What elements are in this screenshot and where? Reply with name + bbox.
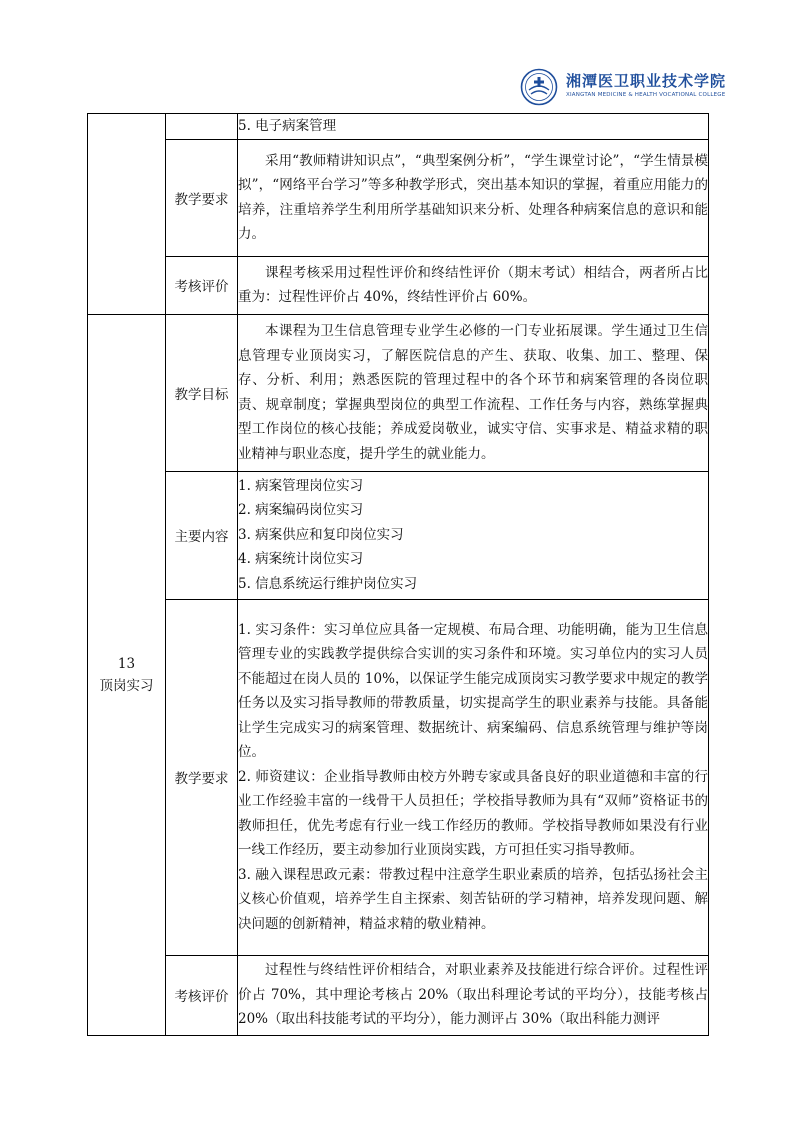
course-name: 顶岗实习 xyxy=(99,677,154,694)
prev-assessment-text xyxy=(238,256,709,314)
content-item: 3. 病案供应和复印岗位实习 xyxy=(238,526,404,543)
prev-course-number-cell xyxy=(88,114,166,315)
content-item: 2. 病案编码岗位实习 xyxy=(238,502,364,519)
assessment-text xyxy=(238,955,709,1035)
objectives-label: 教学目标 xyxy=(166,314,238,471)
page-header xyxy=(520,68,727,108)
teaching-req-para-1: 1. 实习条件：实习单位应具备一定规模、布局合理、功能明确，能为卫生信息管理专业的实践教学提供综合实训的实习条件和环境。实习单位内的实习人员不能超过在岗人员的 10%，以保证学生能完成顶岗实习教学要求中规定的教学任务以及实习指导教师的带教质量，切实提高学生的职业素养与技能。具备能让学生完成实习的病案管理、数据统计、病案编码、信息系统管理与维护等岗位。 xyxy=(238,621,708,761)
content-item: 5. 信息系统运行维护岗位实习 xyxy=(238,575,418,592)
prev-course-content-item: 5. 电子病案管理 xyxy=(238,114,709,140)
prev-teaching-req-text xyxy=(238,139,709,256)
teaching-req-label: 教学要求 xyxy=(166,599,238,955)
objectives-para: 本课程为卫生信息管理专业学生必修的一门专业拓展课。学生通过卫生信息管理专业顶岗实习，了解医院信息的产生、获取、收集、加工、整理、保存、分析、利用；熟悉医院的管理过程中的各个环节和病案管理的各岗位职责、规章制度；掌握典型岗位的典型工作流程、工作任务与内容，熟练掌握典型工作岗位的核心技能；养成爱岗敬业，诚实守信、实事求是、精益求精的职业精神与职业态度，提升学生的就业能力。 xyxy=(238,323,708,462)
prev-assessment-para: 课程考核采用过程性评价和终结性评价（期末考试）相结合，两者所占比重为：过程性评价占 40%，终结性评价占 60%。 xyxy=(238,264,708,305)
prev-teaching-req-para: 采用“教师精讲知识点”，“典型案例分析”，“学生课堂讨论”，“学生情景模拟”，“网络平台学习”等多种教学形式，突出基本知识的掌握，着重应用能力的培养，注重培养学生利用所学基础知识来分析、处理各种病案信息的意识和能力。 xyxy=(238,152,708,242)
curriculum-table xyxy=(87,113,709,1036)
content-list xyxy=(238,471,709,599)
course-number: 13 xyxy=(117,655,136,672)
prev-teaching-req-label: 教学要求 xyxy=(166,139,238,256)
assessment-label: 考核评价 xyxy=(166,955,238,1035)
prev-course-content-label-cell xyxy=(166,114,238,140)
course-number-cell xyxy=(88,314,166,1035)
content-item: 1. 病案管理岗位实习 xyxy=(238,477,364,494)
objectives-text xyxy=(238,314,709,471)
content-label: 主要内容 xyxy=(166,471,238,599)
teaching-req-para-3: 3. 融入课程思政元素：带教过程中注意学生职业素质的培养，包括弘扬社会主义核心价值观，培养学生自主探索、刻苦钻研的学习精神，培养发现问题、解决问题的创新精神，精益求精的敬业精神。 xyxy=(238,866,708,932)
teaching-req-text xyxy=(238,599,709,955)
assessment-para: 过程性与终结性评价相结合，对职业素养及技能进行综合评价。过程性评价占 70%，其中理论考核占 20%（取出科理论考试的平均分），技能考核占 20%（取出科技能考试的平均分），能力测评占 30%（取出科能力测评 xyxy=(238,962,708,1028)
prev-assessment-label: 考核评价 xyxy=(166,256,238,314)
school-name: 湘潭医卫职业技术学院 xyxy=(566,72,727,90)
college-logo-icon xyxy=(520,68,558,106)
school-name-english: XIANGTAN MEDICINE & HEALTH VOCATIONAL COLLEGE xyxy=(566,92,726,98)
teaching-req-para-2: 2. 师资建议：企业指导教师由校方外聘专家或具备良好的职业道德和丰富的行业工作经验丰富的一线骨干人员担任；学校指导教师为具有“双师”资格证书的教师担任，优先考虑有行业一线工作经历的教师。学校指导教师如果没有行业一线工作经历，要主动参加行业顶岗实践，方可担任实习指导教师。 xyxy=(238,768,708,859)
content-item: 4. 病案统计岗位实习 xyxy=(238,551,364,568)
